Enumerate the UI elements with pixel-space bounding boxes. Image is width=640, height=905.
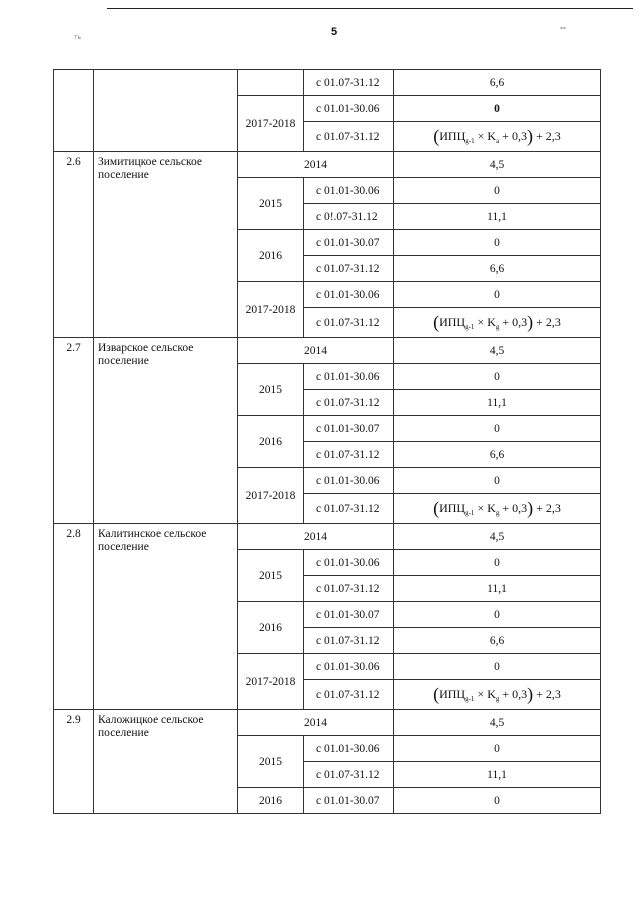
- year-cell: 2015: [238, 178, 304, 230]
- table-row: [54, 710, 601, 736]
- value-cell: 6,6: [394, 256, 601, 282]
- formula: $(ИПЦ_{g-1} \times K_a + 0,3) + 2,3$: [433, 126, 561, 146]
- value-cell: 0: [394, 736, 601, 762]
- period-cell: с 01.07-31.12: [304, 494, 394, 524]
- section-number: 2.6: [54, 152, 94, 338]
- value-cell: 0: [394, 230, 601, 256]
- settlement-name: Калитинское сельское поселение: [94, 524, 238, 710]
- value-cell: 0: [394, 416, 601, 442]
- table-row: [54, 338, 601, 364]
- section-number: 2.9: [54, 710, 94, 814]
- period-cell: с 01.01-30.07: [304, 788, 394, 814]
- period-cell: с 01.01-30.07: [304, 416, 394, 442]
- period-cell: с 01.01-30.07: [304, 230, 394, 256]
- period-cell: с 0!.07-31.12: [304, 204, 394, 230]
- period-cell: с 01.01-30.06: [304, 736, 394, 762]
- period-cell: с 01.01-30.06: [304, 282, 394, 308]
- value-cell: 0: [394, 96, 601, 122]
- period-cell: с 01.01-30.06: [304, 468, 394, 494]
- year-cell: 2017-2018: [238, 654, 304, 710]
- scan-mark-left: ть: [74, 34, 82, 41]
- year-cell: 2016: [238, 416, 304, 468]
- page-number: 5: [330, 26, 338, 38]
- period-cell: с 01.01-30.06: [304, 364, 394, 390]
- section-number: 2.7: [54, 338, 94, 524]
- period-cell: с 01.07-31.12: [304, 256, 394, 282]
- table-row: [54, 152, 601, 178]
- value-cell: 4,5: [394, 524, 601, 550]
- name-cell: [94, 70, 238, 152]
- period-cell: с 01.07-31.12: [304, 70, 394, 96]
- value-cell: 4,5: [394, 338, 601, 364]
- year-cell: [238, 70, 304, 96]
- year-cell: 2016: [238, 602, 304, 654]
- value-cell: 6,6: [394, 628, 601, 654]
- value-cell: 0: [394, 602, 601, 628]
- period-cell: с 01.07-31.12: [304, 628, 394, 654]
- period-cell: с 01.07-31.12: [304, 308, 394, 338]
- period-cell: с 01.01-30.06: [304, 550, 394, 576]
- value-cell: 0: [394, 178, 601, 204]
- formula-cell: [394, 308, 601, 338]
- year-cell: 2015: [238, 736, 304, 788]
- year-cell: 2015: [238, 364, 304, 416]
- value-cell: 0: [394, 550, 601, 576]
- year-cell: 2014: [238, 152, 394, 178]
- value-cell: 0: [394, 654, 601, 680]
- year-cell: 2016: [238, 788, 304, 814]
- period-cell: с 01.01-30.06: [304, 178, 394, 204]
- year-cell: 2017-2018: [238, 96, 304, 152]
- formula: $(ИПЦ_{g-1} \times K_g + 0,3) + 2,3$: [433, 312, 561, 332]
- value-cell: 0: [394, 468, 601, 494]
- value-cell: 11,1: [394, 204, 601, 230]
- value-cell: 6,6: [394, 442, 601, 468]
- top-rule: [107, 8, 633, 9]
- formula: $(ИПЦ_{g-1} \times K_g + 0,3) + 2,3$: [433, 498, 561, 518]
- period-cell: с 01.07-31.12: [304, 762, 394, 788]
- table-row: [54, 70, 601, 96]
- period-cell: с 01.07-31.12: [304, 680, 394, 710]
- formula-cell: [394, 680, 601, 710]
- value-cell: 11,1: [394, 576, 601, 602]
- settlement-name: Изварское сельское поселение: [94, 338, 238, 524]
- tariff-table: [53, 69, 601, 814]
- year-cell: 2014: [238, 338, 394, 364]
- value-cell: 0: [394, 282, 601, 308]
- period-cell: с 01.01-30.06: [304, 654, 394, 680]
- section-number: 2.8: [54, 524, 94, 710]
- value-cell: 0: [394, 788, 601, 814]
- year-cell: 2015: [238, 550, 304, 602]
- period-cell: с 01.07-31.12: [304, 442, 394, 468]
- year-cell: 2017-2018: [238, 468, 304, 524]
- num-cell: [54, 70, 94, 152]
- value-cell: 6,6: [394, 70, 601, 96]
- scan-mark-right: **: [560, 26, 566, 33]
- period-cell: с 01.01-30.06: [304, 96, 394, 122]
- formula-cell: [394, 494, 601, 524]
- formula: $(ИПЦ_{g-1} \times K_g + 0,3) + 2,3$: [433, 684, 561, 704]
- settlement-name: Каложицкое сельское поселение: [94, 710, 238, 814]
- value-cell: 11,1: [394, 390, 601, 416]
- period-cell: с 01.01-30.07: [304, 602, 394, 628]
- value-cell: 11,1: [394, 762, 601, 788]
- value-cell: 0: [394, 364, 601, 390]
- period-cell: с 01.07-31.12: [304, 390, 394, 416]
- period-cell: с 01.07-31.12: [304, 576, 394, 602]
- period-cell: с 01.07-31.12: [304, 122, 394, 152]
- value-cell: 4,5: [394, 152, 601, 178]
- settlement-name: Зимитицкое сельское поселение: [94, 152, 238, 338]
- formula-cell: [394, 122, 601, 152]
- value-cell: 4,5: [394, 710, 601, 736]
- year-cell: 2017-2018: [238, 282, 304, 338]
- year-cell: 2014: [238, 710, 394, 736]
- year-cell: 2014: [238, 524, 394, 550]
- table-row: [54, 524, 601, 550]
- year-cell: 2016: [238, 230, 304, 282]
